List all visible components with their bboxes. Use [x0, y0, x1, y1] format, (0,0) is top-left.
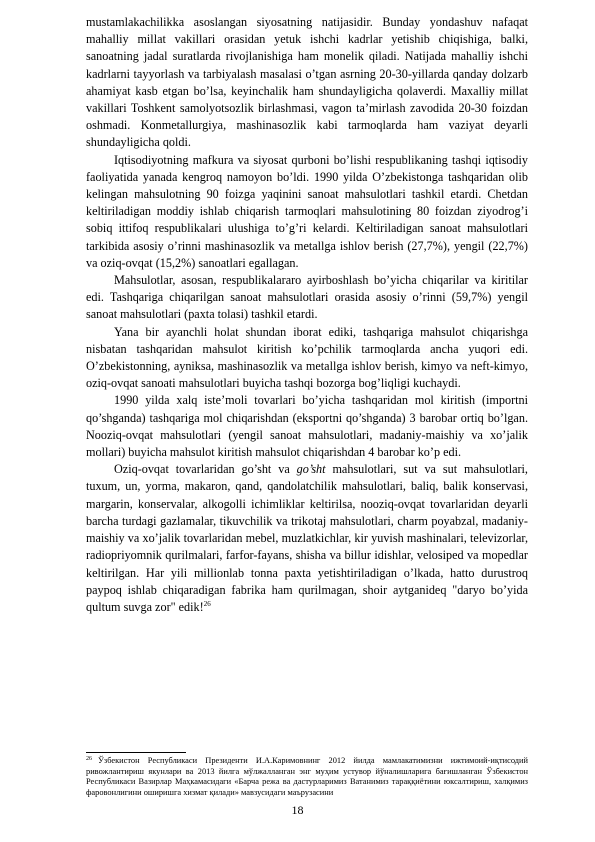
footnote-text: Ўзбекистон Республикаси Президенти И.А.Каримовнинг 2012 йилда мамлакатимизни ижтимоий-иқтисодий ривожлантириш якунлари ва 2013 йилга мўлжалланган энг муҳим устувор йўналишларига бағишланган Ўзбекистон Республикаси Вазирлар Маҳкамасидаги «Барча режа ва дастурларимиз Ватанимиз тараққиётини юксалтириш, халқимиз фаровонлигини оширишга хизмат қилади» мавзусидаги маърузасини: [86, 756, 528, 797]
paragraph-3: Mahsulotlar, asosan, respublikalararo ayirboshlash bo’yicha chiqarilar va kiritilar edi. Tashqariga chiqarilgan sanoat mahsulotlari orasida asosiy o’rinni (59,7%) yengil sanoat mahsulotlari (paxta tolasi) tashkil etardi.: [86, 273, 528, 322]
paragraph-4: Yana bir ayanchli holat shundan iborat ediki, tashqariga mahsulot chiqarishga nisbatan tashqaridan mahsulot kiritish ko’pchilik tarmoqlarda ancha yuqori edi. O’zbekistonning, ayniksa, mashinasozlik va metallga ishlov berish, kimyo va neft-kimyo, oziq-ovqat sanoati mahsulotlari buyicha tashqi bozorga bog’liqligi kuchaydi.: [86, 324, 528, 391]
paragraph-6: [86, 461, 528, 616]
paragraph-2: Iqtisodiyotning mafkura va siyosat qurboni bo’lishi respublikaning tashqi iqtisodiy faoliyatida yanada kengroq namoyon bo’ldi. 1990 yilda O’zbekistonga tashqaridan olib kelingan mahsulotning 90 foizga yaqinini sanoat mahsulotlari tashkil etardi. Chetdan keltiriladigan moddiy ishlab chiqarish tarmoqlari mahsulotining 80 foizdan ziyodrog’i sobiq ittifoq respublikalari ulushiga to’g’ri kelardi. Keltiriladigan sanoat mahsulotlari tarkibida asosiy o’rinni mashinasozlik va metallga ishlov berish (27,7%), yengil (22,7%) va oziq-ovqat (15,2%) sanoatlari egallagan.: [86, 152, 528, 270]
footnote: [86, 756, 528, 798]
page-number: 18: [291, 803, 304, 817]
paragraph-6-italic: go’sht: [296, 462, 326, 477]
paragraph-6-end: mahsulotlari, sut va sut mahsulotlari, tuxum, un, yorma, makaron, qand, qandolatchilik mahsulotlari, baliq, balik konservasi, margarin, konservalar, alkogolli ichimliklar keltirilsa, nooziq-ovqat tovarlaridan deyarli barcha turdagi gazlamalar, tikuvchilik va trikotaj mahsulotlari, charm poyabzal, madaniy-maishiy va xo’jalik tovarlaridan mebel, muzlatkichlar, kir yuvish mashinalari, televizorlar, radiopriyomnik qurilmalari, farfor-fayans, shisha va billur idishlar, velosiped va mopedlar keltirilgan. Har yili millionlab tonna paxta yetishtiriladigan o’lkada, hatto durustroq paypoq ishlab chiqaradigan fabrika ham qurilmagan, shoir aytganideq "daryo bo’yida qultum suvga zor" edik!: [86, 462, 528, 614]
paragraph-6-start: Oziq-ovqat tovarlaridan go’sht va: [114, 462, 297, 477]
paragraph-5: 1990 yilda xalq iste’moli tovarlari bo’yicha tashqaridan mol kiritish (importni qo’shganda) tashqariga mol chiqarishdan (eksportni qo’shganda) 3 barobar ortiq bo’lgan. Nooziq-ovqat mahsulotlari (yengil sanoat mahsulotlari, madaniy-maishiy va xo’jalik mollari) buyicha mahsulot kiritish mahsulot chiqarishdan 4 barobar ko’p edi.: [86, 393, 528, 460]
document-body: [86, 14, 528, 616]
paragraph-1: mustamlakachilikka asoslangan siyosatning natijasidir. Bunday yondashuv nafaqat mahalliy millat vakillari orasidan yetuk ishchi kadrlar yetishib chiqishiga, balki, sanoatning jadal suratlarda rivojlanishiga ham monelik qiladi. Natijada mahalliy ishchi kadrlarni tayyorlash va tarbiyalash masalasi o’tgan asrning 20-30-yillarda qanday dolzarb ahamiyat kasb etgan bo’lsa, keyinchalik ham shundayligicha qolaverdi. Maxalliy millat vakillari Toshkent samolyotsozlik birlashmasi, vagon ta’mirlash zavodida 20-30 foizdan oshmadi. Konmetallurgiya, mashinasozlik kabi tarmoqlarda ham vaziyat deyarli shundayligicha qoldi.: [86, 15, 528, 150]
footnote-reference[interactable]: 26: [203, 599, 211, 608]
footnote-separator: [86, 752, 186, 753]
footnote-number: 26: [86, 756, 92, 762]
